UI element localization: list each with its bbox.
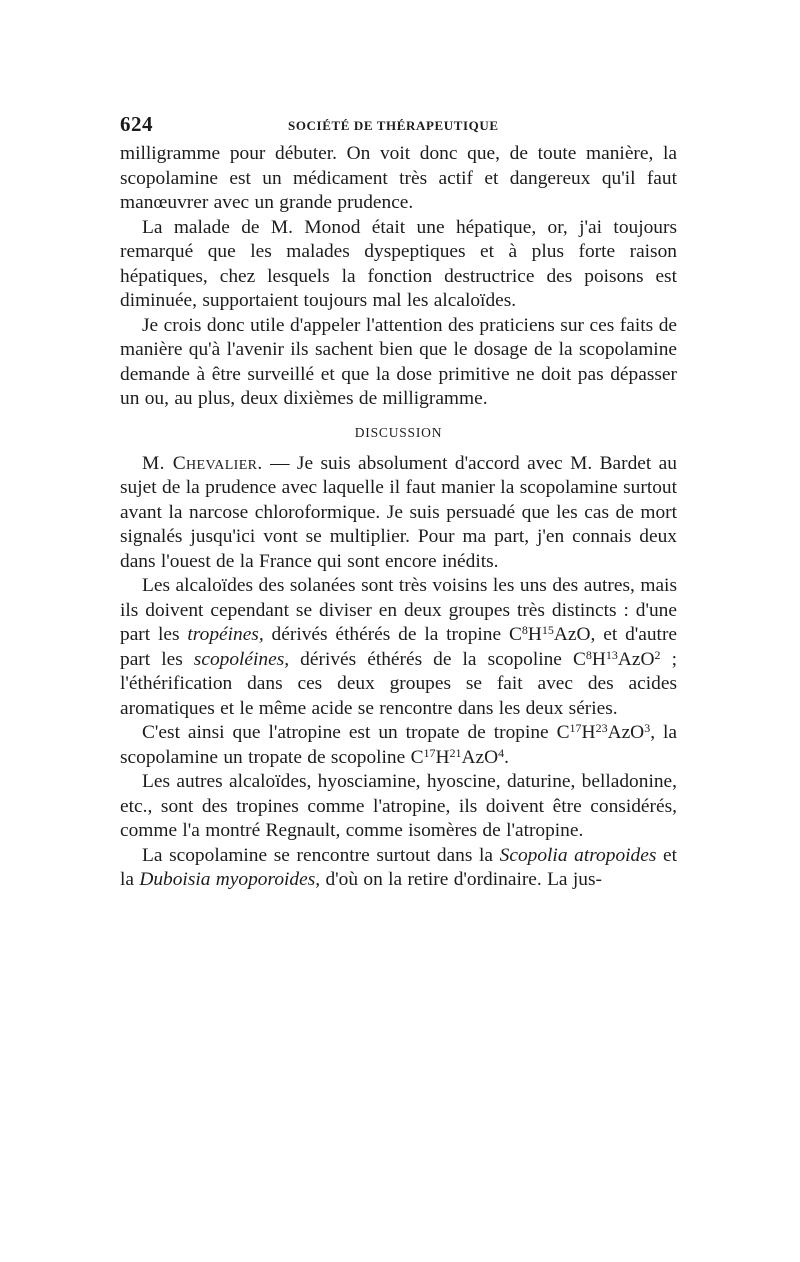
running-title: SOCIÉTÉ DE THÉRAPEUTIQUE (288, 118, 499, 133)
paragraph (120, 452, 677, 575)
formula-text: AzO (607, 722, 645, 743)
paragraph-text: et la (120, 844, 678, 890)
paragraph-text: ; l'éthérification dans ces deux groupes se fait avec des acides aromatiques et le même acide se rencontre dans les deux séries. (120, 648, 677, 719)
paragraph-text: La scopolamine se rencontre surtout dans la (142, 844, 500, 866)
section-heading: DISCUSSION (354, 424, 443, 440)
paragraph (120, 574, 677, 721)
paragraph-text: dérivés éthérés de la tropine C (263, 624, 522, 645)
formula-superscript: 13 (605, 647, 618, 662)
formula-superscript: 17 (423, 745, 436, 760)
formula-superscript: 23 (595, 721, 608, 735)
paragraph-text: , la scopolamine un tropate de scopoline C (120, 722, 677, 768)
paragraph: La malade de M. Monod était une hépatique, or, j'ai toujours remarqué que les malades dyspeptiques et à plus forte raison hépatiques, chez lesquels la fonction destructrice des poisons est diminuée, supportaient toujours mal les alcaloïdes. (120, 216, 677, 311)
paragraph-text: d'où on la retire d'ordinaire. La jus- (320, 869, 602, 890)
formula-superscript: 15 (541, 623, 554, 637)
formula-text: H (527, 624, 542, 645)
paragraph (120, 721, 677, 770)
formula-superscript: 4 (498, 745, 505, 760)
formula-superscript: 8 (521, 623, 528, 637)
paragraph-text: dérivés éthérés de la scopoline C (289, 648, 586, 670)
speaker-name: M. Chevalier. (142, 452, 263, 474)
paragraph-text: AzO, et d'autre part les (120, 624, 678, 670)
formula-text: AzO (461, 746, 499, 768)
paragraph-text: Les alcaloïdes des solanées sont très voisins les uns des autres, mais ils doivent cependant se diviser en deux groupes très distincts : d'une part les (120, 575, 677, 645)
book-page (120, 112, 677, 893)
page-number: 624 (120, 112, 153, 136)
paragraph: milligramme pour débuter. On voit donc que, de toute manière, la scopolamine est un médicament très actif et dangereux qu'il faut manœuvrer avec un grande prudence. (120, 143, 677, 213)
formula-superscript: 17 (569, 721, 582, 735)
paragraph-text: — Je suis absolument d'accord avec M. Bardet au sujet de la prudence avec laquelle il faut manier la scopolamine surtout avant la narcose chloroformique. Je suis persuadé que les cas de mort signalés jusqu'ici vont se multiplier. Pour ma part, j'en connais deux dans l'ouest de la France qui sont encore inédits. (120, 452, 677, 572)
formula-text: H (591, 648, 606, 670)
body-text (120, 142, 677, 893)
paragraph-text: . (504, 746, 510, 768)
italic-term: Duboisia myoporoides, (139, 869, 321, 890)
formula-text: H (581, 722, 596, 743)
formula-superscript: 21 (449, 745, 462, 760)
page-header (120, 112, 677, 142)
formula-superscript: 8 (585, 647, 592, 662)
paragraph: Les autres alcaloïdes, hyosciamine, hyoscine, daturine, belladonine, etc., sont des tropines comme l'atropine, ils doivent être considérés, comme l'a montré Regnault, comme isomères de l'atropine. (120, 771, 677, 841)
formula-superscript: 2 (654, 647, 661, 662)
paragraph (120, 844, 677, 893)
formula-text: AzO (617, 648, 655, 670)
paragraph-text: C'est ainsi que l'atropine est un tropate de tropine C (142, 722, 570, 743)
formula-superscript: 3 (644, 721, 651, 735)
italic-term: tropéines, (187, 624, 264, 645)
italic-term: scopoléines, (193, 648, 290, 670)
paragraph: Je crois donc utile d'appeler l'attention des praticiens sur ces faits de manière qu'à l'avenir ils sachent bien que le dosage de la scopolamine demande à être surveillé et que la dose primitive ne doit pas dépasser un ou, au plus, deux dixièmes de milligramme. (120, 314, 677, 409)
italic-term: Scopolia atropoides (499, 844, 657, 866)
formula-text: H (435, 746, 450, 768)
